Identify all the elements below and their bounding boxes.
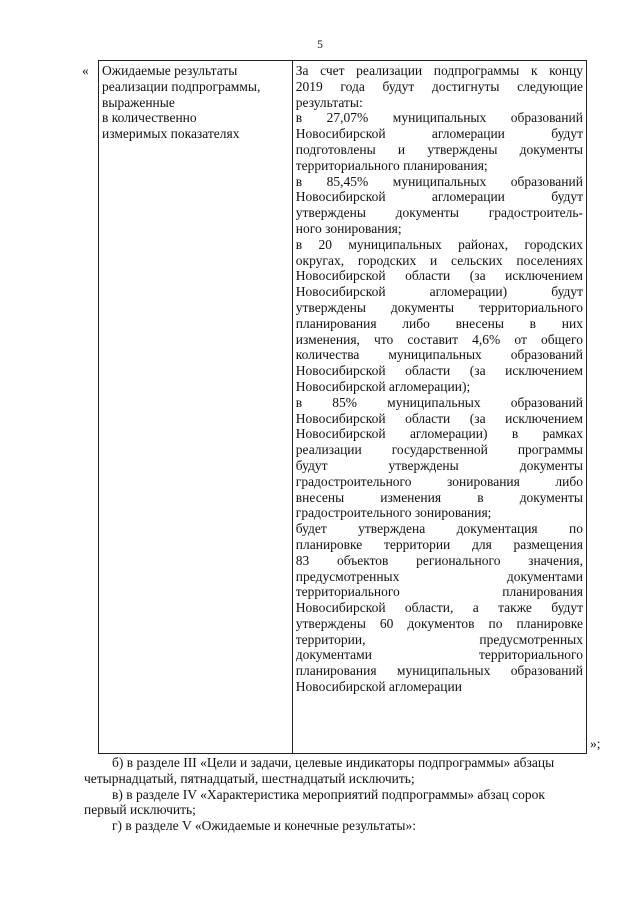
text-line: 2019 года будут достигнуты следующие <box>295 78 583 94</box>
text-line: изменения, что составит 4,6% от общего <box>295 331 583 347</box>
paragraph-line: в) в разделе IV «Характеристика мероприятий подпрограммы» абзац сорок <box>112 786 545 802</box>
page-number: 5 <box>317 39 323 51</box>
text-line: За счет реализации подпрограммы к концу <box>295 63 583 78</box>
text-line: территории, предусмотренных <box>295 631 583 647</box>
text-line: утверждены документы градостроитель- <box>295 205 583 221</box>
text-line: Новосибирской агломерации); <box>295 378 471 394</box>
paragraph-line: г) в разделе V «Ожидаемые и конечные результаты»: <box>112 818 416 834</box>
paragraph <box>84 787 589 819</box>
text-line: Новосибирской агломерации будут <box>295 189 583 205</box>
text-line: округах, городских и сельских поселениях <box>295 252 583 268</box>
text-line: Новосибирской агломерации будут <box>295 126 583 142</box>
text-line: Ожидаемые результаты <box>102 63 238 78</box>
text-line: Новосибирской области, а также будут <box>295 600 583 616</box>
indicator-label-cell <box>99 61 293 754</box>
text-line: количества муниципальных образований <box>295 347 583 363</box>
text-line: в 27,07% муниципальных образований <box>295 110 583 126</box>
text-line: планировке территории для размещения <box>295 536 583 552</box>
text-line: будут утверждены документы <box>295 457 583 473</box>
table-row <box>99 61 587 754</box>
text-line: территориального планирования <box>295 584 583 600</box>
closing-quote-mark: »; <box>590 736 601 751</box>
text-line: подготовлены и утверждены документы <box>295 141 583 157</box>
text-line: результаты: <box>295 94 363 110</box>
indicator-label-text <box>102 63 289 142</box>
text-line: выраженные <box>102 94 175 110</box>
text-line: в 20 муниципальных районах, городских <box>295 236 583 252</box>
text-line: в 85% муниципальных образований <box>295 394 583 410</box>
text-line: будет утверждена документация по <box>295 521 583 537</box>
text-line: внесены изменения в документы <box>295 489 583 505</box>
opening-quote-mark: « <box>82 63 89 78</box>
text-line: Новосибирской агломерации <box>295 679 462 695</box>
paragraph <box>84 755 589 787</box>
text-line: Новосибирской области (за исключением <box>295 363 583 379</box>
text-line: градостроительного зонирования либо <box>295 473 583 489</box>
text-line: в количественно <box>102 110 197 126</box>
indicator-value-cell <box>292 61 586 754</box>
text-line: документами территориального <box>295 647 583 663</box>
paragraph-line: четырнадцатый, пятнадцатый, шестнадцатый исключить; <box>84 770 415 786</box>
paragraph <box>84 818 589 834</box>
text-line: планирования муниципальных образований <box>295 663 583 679</box>
text-line: планирования либо внесены в них <box>295 315 583 331</box>
text-line: Новосибирской области (за исключением <box>295 268 583 284</box>
text-line: градостроительного зонирования; <box>295 505 492 521</box>
indicator-value-text <box>296 63 583 695</box>
text-line: 83 объектов регионального значения, <box>295 552 583 568</box>
text-line: утверждены документы территориального <box>295 299 583 315</box>
text-line: Новосибирской агломерации) будут <box>295 284 583 300</box>
text-line: Новосибирской агломерации) в рамках <box>295 426 583 442</box>
text-line: реализации подпрограммы, <box>102 78 261 94</box>
text-line: утверждены 60 документов по планировке <box>295 615 583 631</box>
text-line: в 85,45% муниципальных образований <box>295 173 583 189</box>
text-line: Новосибирской области (за исключением <box>295 410 583 426</box>
text-line: территориального планирования; <box>295 157 488 173</box>
text-line: измеримых показателях <box>102 126 240 142</box>
text-line: предусмотренных документами <box>295 568 583 584</box>
expected-results-table <box>98 60 587 754</box>
amendment-paragraphs <box>84 755 589 834</box>
paragraph-line: первый исключить; <box>84 802 196 818</box>
text-line: реализации государственной программы <box>295 442 583 458</box>
paragraph-line: б) в разделе III «Цели и задачи, целевые индикаторы подпрограммы» абзацы <box>112 755 555 770</box>
text-line: ного зонирования; <box>295 220 402 236</box>
